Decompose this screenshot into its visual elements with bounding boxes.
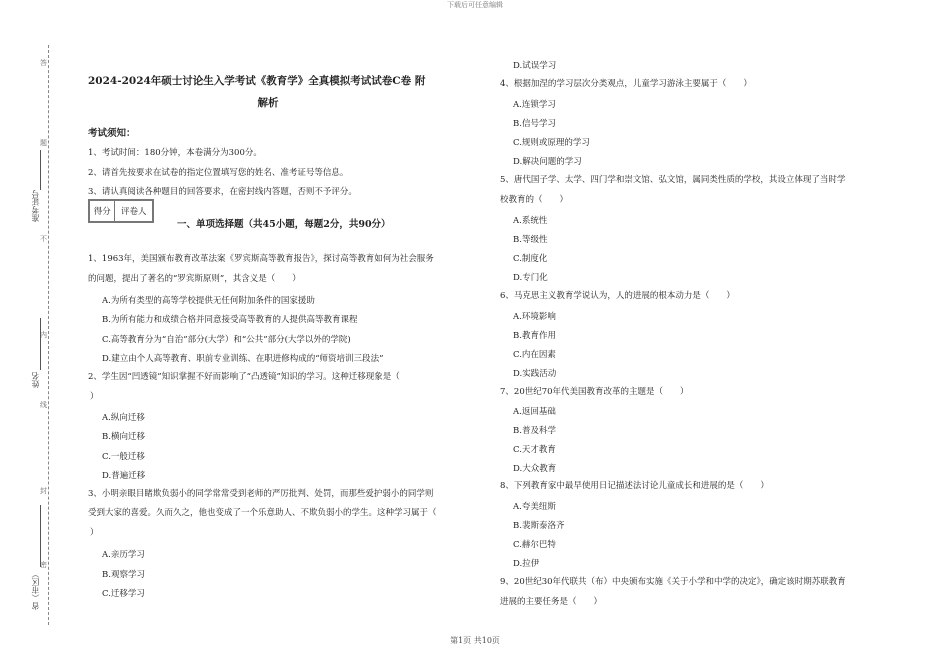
question-2-option-d[interactable]: D.普遍迁移 <box>102 471 146 481</box>
question-7-option-d[interactable]: D.大众教育 <box>513 464 557 474</box>
question-8-option-d[interactable]: D.拉伊 <box>513 559 540 569</box>
page-number: 第1页 共10页 <box>450 636 500 645</box>
question-4-option-c[interactable]: C.规则或原理的学习 <box>513 138 590 148</box>
question-9-line1: 9、20世纪30年代联共（布）中央颁布实施《关于小学和中学的决定》，确定该时期苏联教育 <box>500 577 846 587</box>
question-2-option-a[interactable]: A.纵向迁移 <box>102 413 145 423</box>
binding-mark-xian: 线 <box>40 401 47 409</box>
section-title: 一、单项选择题（共45小题，每题2分，共90分） <box>177 219 391 230</box>
question-3-line1: 3、小明亲眼目睹欺负弱小的同学常常受到老师的严厉批判、处罚，而那些爱护弱小的同学则 <box>88 489 434 499</box>
question-7-option-b[interactable]: B.普及科学 <box>513 426 556 436</box>
question-6-option-a[interactable]: A.环境影响 <box>513 312 556 322</box>
question-9-line2: 进展的主要任务是（ ） <box>500 597 603 607</box>
question-5-line2: 校教育的（ ） <box>500 195 569 205</box>
binding-mark-da: 答 <box>40 59 47 67</box>
question-5-line1: 5、唐代国子学、太学、四门学和崇文馆、弘文馆，属同类性质的学校，其设立体现了当时学 <box>500 175 846 185</box>
question-1-option-c[interactable]: C.高等教育分为“自治”部分(大学）和“公共”部分(大学以外的学院) <box>102 335 351 345</box>
score-box <box>88 199 154 223</box>
exam-title-continued: 解析 <box>257 97 279 109</box>
question-7-line1: 7、20世纪70年代美国教育改革的主题是（ ） <box>500 387 689 397</box>
question-3-line3: ） <box>90 528 99 538</box>
question-1-line2: 的问题，提出了著名的“罗宾斯原则”，其含义是（ ） <box>88 274 301 284</box>
question-6-option-c[interactable]: C.内在因素 <box>513 350 556 360</box>
question-1-line1: 1、1963年，美国颁布教育改革法案《罗宾斯高等教育报告》，探讨高等教育如何为社会服务 <box>88 254 434 264</box>
question-8-option-c[interactable]: C.赫尔巴特 <box>513 540 556 550</box>
question-3-option-a[interactable]: A.亲历学习 <box>102 550 145 560</box>
question-2-option-b[interactable]: B.横向迁移 <box>102 432 145 442</box>
question-3-option-c[interactable]: C.迁移学习 <box>102 589 145 599</box>
question-5-option-d[interactable]: D.专门化 <box>513 273 548 283</box>
question-1-option-d[interactable]: D.建立由个人高等教育、职前专业训练、在职进修构成的“师资培训三段法” <box>102 354 384 364</box>
question-6-option-d[interactable]: D.实践活动 <box>513 369 557 379</box>
question-5-option-b[interactable]: B.等级性 <box>513 235 548 245</box>
question-4-option-a[interactable]: A.连锁学习 <box>513 100 556 110</box>
grader-label: 评卷人 <box>115 201 153 222</box>
binding-mark-nei: 内 <box>40 331 47 339</box>
question-1-option-b[interactable]: B.为所有能力和成绩合格并同意接受高等教育的人提供高等教育课程 <box>102 315 358 325</box>
question-7-option-c[interactable]: C.天才教育 <box>513 445 556 455</box>
question-6-line1: 6、马克思主义教育学说认为，人的进展的根本动力是（ ） <box>500 291 735 301</box>
name-line <box>40 318 41 370</box>
question-4-option-b[interactable]: B.信号学习 <box>513 119 556 129</box>
question-7-option-a[interactable]: A.返回基础 <box>513 407 556 417</box>
notice-item: 3、请认真阅读各种题目的回答要求，在密封线内答题，否则不予评分。 <box>88 187 357 197</box>
question-5-option-c[interactable]: C.制度化 <box>513 254 548 264</box>
name-label: 姓名 <box>31 372 40 388</box>
question-3-option-b[interactable]: B.观察学习 <box>102 570 145 580</box>
watermark-text: 下载后可任意编辑 <box>447 1 503 9</box>
exam-title: 2024-2024年硕士讨论生入学考试《教育学》全真模拟考试试卷C卷 附 <box>88 75 426 87</box>
score-label: 得分 <box>90 201 115 222</box>
question-2-line2: ） <box>90 392 99 402</box>
question-8-option-b[interactable]: B.裴斯泰洛齐 <box>513 521 565 531</box>
candidate-number-line <box>40 150 41 190</box>
binding-mark-mi: 密 <box>40 561 47 569</box>
region-label: 省（市区） <box>31 570 40 610</box>
question-1-option-a[interactable]: A.为所有类型的高等学校提供无任何附加条件的国家援助 <box>102 296 315 306</box>
question-6-option-b[interactable]: B.教育作用 <box>513 331 556 341</box>
binding-mark-feng: 封 <box>40 487 47 495</box>
question-4-option-d[interactable]: D.解决问题的学习 <box>513 157 582 167</box>
notice-heading: 考试须知： <box>88 128 136 139</box>
binding-mark-bu: 不 <box>40 235 47 243</box>
question-2-line1: 2、学生因“凹透镜”知识掌握不好而影响了“凸透镜”知识的学习。这种迁移现象是（ <box>88 372 400 382</box>
question-3-option-d[interactable]: D.试误学习 <box>513 61 557 71</box>
question-2-option-c[interactable]: C.一般迁移 <box>102 452 145 462</box>
question-3-line2: 受到大家的喜爱。久而久之，他也变成了一个乐意助人、不欺负弱小的学生。这种学习属于（ <box>88 508 437 518</box>
question-8-option-a[interactable]: A.夸美纽斯 <box>513 502 556 512</box>
question-4-line1: 4、根据加涅的学习层次分类观点，儿童学习游泳主要属于（ ） <box>500 79 752 89</box>
binding-dashed-line <box>48 45 49 625</box>
question-8-line1: 8、下列教育家中最早使用日记描述法讨论儿童成长和进展的是（ ） <box>500 481 769 491</box>
binding-mark-ti: 题 <box>40 139 47 147</box>
notice-item: 1、考试时间：180分钟，本卷满分为300分。 <box>88 148 262 158</box>
notice-item: 2、请首先按要求在试卷的指定位置填写您的姓名、准考证号等信息。 <box>88 168 349 178</box>
region-line <box>40 505 41 567</box>
candidate-number-label: 准考证号 <box>31 190 40 222</box>
question-5-option-a[interactable]: A.系统性 <box>513 216 548 226</box>
